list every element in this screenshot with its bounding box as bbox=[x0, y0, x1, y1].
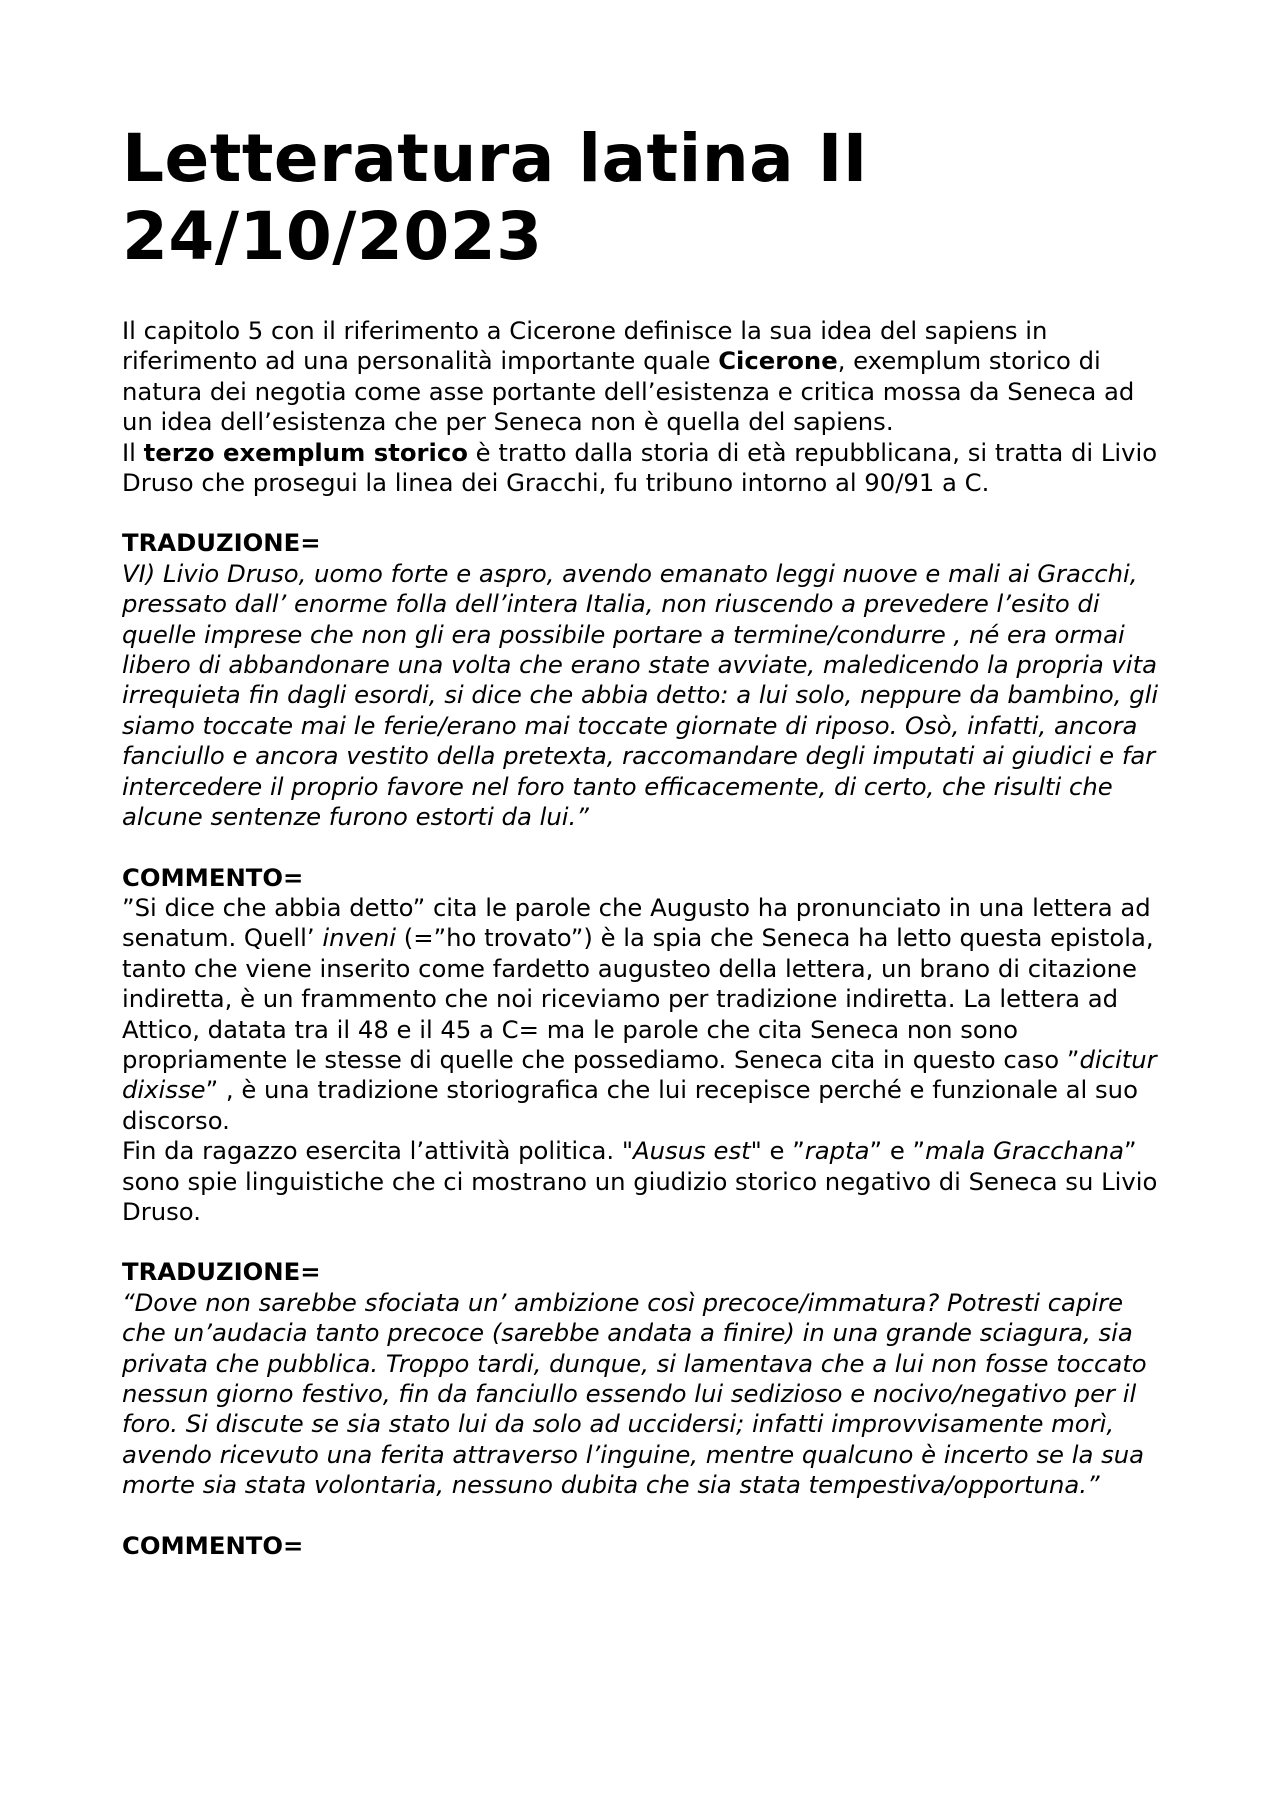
document-title bbox=[122, 120, 1162, 276]
commento-1-text bbox=[122, 893, 1162, 1227]
traduzione-1-text bbox=[122, 559, 1162, 833]
emphasis-cicerone: Cicerone bbox=[718, 346, 838, 376]
traduzione-1-line-1: VI) Livio Druso, uomo forte e aspro, avendo emanato leggi nuove e mali ai Gracchi, bbox=[122, 558, 1138, 588]
document-page bbox=[122, 120, 1162, 1561]
section-heading-traduzione-1: TRADUZIONE= bbox=[122, 528, 321, 558]
traduzione-2-text: “Dove non sarebbe sfociata un’ ambizione così precoce/immatura? Potresti capire che un’audacia tanto precoce (sarebbe andata a finire) in una grande sciagura, sia privata che pubblica. Troppo tardi, dunque, si lamentava che a lui non fosse toccato nessun giorno festivo, fin da fanciullo essendo lui sedizioso e nocivo/negativo per il foro. Si discute se sia stato lui da solo ad uccidersi; infatti improvvisamente morì, avendo ricevuto una ferita attraverso l’inguine, mentre qualcuno è incerto se la sua morte sia stata volontaria, nessuno dubita che sia stata tempestiva/opportuna.” bbox=[122, 1287, 1147, 1500]
section-heading-commento-1: COMMENTO= bbox=[122, 862, 304, 892]
intro-paragraph-1: Il capitolo 5 con il riferimento a Cicerone definisce la sua idea del sapiens in riferimento ad una personalità importante quale Cicerone, exemplum storico di natura dei negotia come asse portante dell’esistenza e critica mossa da Seneca ad un idea dell’esistenza che per Seneca non è quella del sapiens. bbox=[122, 316, 1135, 437]
section-heading-traduzione-2: TRADUZIONE= bbox=[122, 1257, 321, 1287]
commento-1-paragraph-2: Fin da ragazzo esercita l’attività politica. "Ausus est" e ”rapta” e ”mala Gracchana” sono spie linguistiche che ci mostrano un giudizio storico negativo di Seneca su Livio Druso. bbox=[122, 1136, 1158, 1226]
section-heading-commento-2: COMMENTO= bbox=[122, 1530, 304, 1560]
title-line-1: Letteratura latina II bbox=[122, 120, 868, 197]
traduzione-1-line-2: pressato dall’ enorme folla dell’intera Italia, non riuscendo a prevedere l’esito di quelle imprese che non gli era possibile portare a termine/condurre , né era ormai libero di abbandonare una volta che erano state avviate, maledicendo la propria vita irrequieta fin dagli esordi, si dice che abbia detto: a lui solo, neppure da bambino, gli siamo toccate mai le ferie/erano mai toccate giornate di riposo. Osò, infatti, ancora fanciullo e ancora vestito della pretexta, raccomandare degli imputati ai giudici e far intercedere il proprio favore nel foro tanto efficacemente, di certo, che risulti che alcune sentenze furono estorti da lui.” bbox=[122, 589, 1159, 832]
intro-paragraph-2: Il terzo exemplum storico è tratto dalla storia di età repubblicana, si tratta di Livio Druso che prosegui la linea dei Gracchi, fu tribuno intorno al 90/91 a C. bbox=[122, 437, 1158, 498]
commento-1-paragraph-1: ”Si dice che abbia detto” cita le parole che Augusto ha pronunciato in una lettera ad senatum. Quell’ inveni (=”ho trovato”) è la spia che Seneca ha letto questa epistola, tanto che viene inserito come fardetto augusteo della lettera, un brano di citazione indiretta, è un frammento che noi riceviamo per tradizione indiretta. La lettera ad Attico, datata tra il 48 e il 45 a C= ma le parole che cita Seneca non sono propriamente le stesse di quelle che possediamo. Seneca cita in questo caso ”dicitur dixisse” , è una tradizione storiografica che lui recepisce perché e funzionale al suo discorso. bbox=[122, 892, 1157, 1135]
title-line-2: 24/10/2023 bbox=[122, 198, 543, 275]
emphasis-terzo-exemplum: terzo exemplum storico bbox=[143, 437, 468, 467]
intro-section bbox=[122, 316, 1162, 498]
